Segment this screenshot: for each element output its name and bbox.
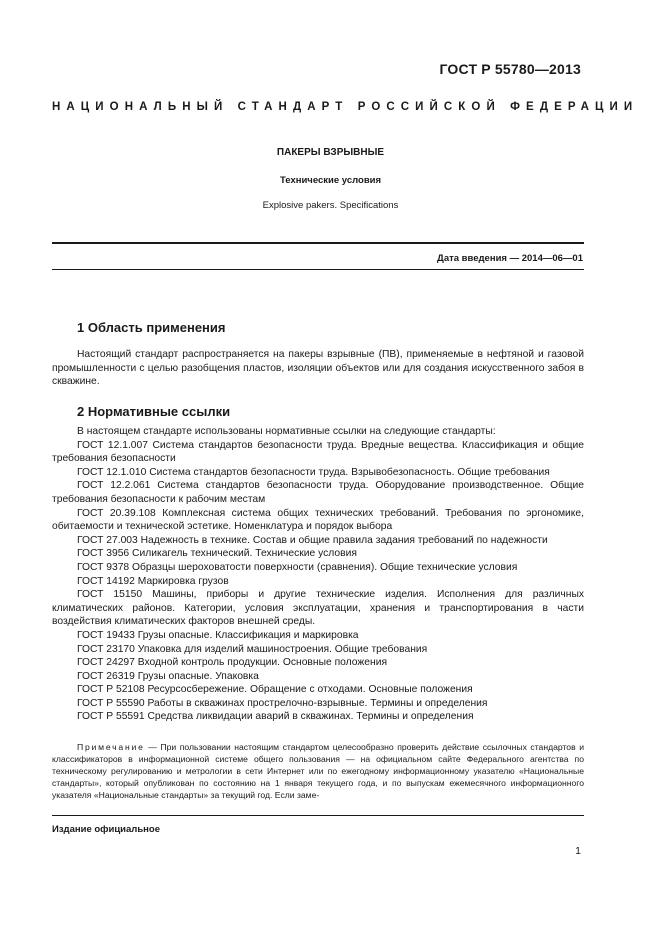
note-text: — При пользовании настоящим стандартом целесообразно проверить действие ссылочных стандартов и классификаторов в информационной системе общего пользования — на официальном сайте Федерального агентства по техническому регулированию и метрологии в сети Интернет или по ежегодному информационному указателю «Национальные стандарты», который опубликован по состоянию на 1 января текущего года, и по выпускам ежемесячного информационного указателя «Национальные стандарты» за текущий год. Если заме-: [52, 742, 584, 800]
reference-item: В настоящем стандарте использованы нормативные ссылки на следующие стандарты:: [77, 426, 496, 437]
reference-item: ГОСТ 20.39.108 Комплексная система общих технических требований. Требования по эргономике, обитаемости и технической эстетике. Номенклатура и порядок выбора: [52, 507, 584, 533]
reference-item: ГОСТ 27.003 Надежность в технике. Состав и общие правила задания требований по надежности: [77, 534, 548, 546]
section-2-heading: 2 Нормативные ссылки: [77, 404, 231, 419]
reference-item: ГОСТ 14192 Маркировка грузов: [77, 575, 229, 587]
standard-code: ГОСТ Р 55780—2013: [439, 61, 581, 77]
reference-item: ГОСТ 9378 Образцы шероховатости поверхности (сравнения). Общие технические условия: [77, 561, 518, 573]
reference-item: ГОСТ 3956 Силикагель технический. Технические условия: [77, 548, 357, 560]
normative-references-list: [52, 425, 584, 724]
note-block: [52, 741, 584, 801]
introduction-date: Дата введения — 2014—06—01: [437, 253, 583, 264]
reference-item: ГОСТ 12.2.061 Система стандартов безопасности труда. Оборудование производственное. Общие требования безопасности к рабочим местам: [52, 480, 584, 505]
title-divider-bottom: [52, 269, 584, 270]
footer-divider: [52, 815, 584, 816]
reference-item: ГОСТ 26319 Грузы опасные. Упаковка: [77, 670, 259, 682]
section-1-paragraph: Настоящий стандарт распространяется на пакеры взрывные (ПВ), применяемые в нефтяной и газовой промышленности с целью разобщения пластов, изоляции объектов или для создания искусственного забоя в скважине.: [52, 349, 584, 388]
reference-item: ГОСТ 19433 Грузы опасные. Классификация и маркировка: [77, 629, 359, 641]
reference-item: ГОСТ 12.1.010 Система стандартов безопасности труда. Взрывобезопасность. Общие требования: [77, 466, 550, 478]
reference-item: ГОСТ 15150 Машины, приборы и другие технические изделия. Исполнения для различных климатических районов. Категории, условия эксплуатации, хранения и транспортирования в части воздействия климатических факторов внешней среды.: [52, 589, 584, 628]
section-1-heading: 1 Область применения: [77, 320, 226, 335]
note-paragraph: [52, 741, 584, 801]
national-standard-banner: НАЦИОНАЛЬНЫЙ СТАНДАРТ РОССИЙСКОЙ ФЕДЕРАЦИИ: [52, 101, 639, 113]
title-divider-top: [52, 242, 584, 244]
document-title-english: Explosive pakers. Specifications: [262, 200, 399, 211]
reference-item: ГОСТ Р 55590 Работы в скважинах прострелочно-взрывные. Термины и определения: [77, 697, 488, 709]
note-label: Примечание: [77, 742, 145, 752]
document-subtitle: Технические условия: [279, 175, 382, 186]
document-title: ПАКЕРЫ ВЗРЫВНЫЕ: [276, 147, 385, 158]
reference-item: ГОСТ 12.1.007 Система стандартов безопасности труда. Вредные вещества. Классификация и общие требования безопасности: [52, 439, 584, 465]
section-1-body: [52, 348, 584, 389]
reference-item: ГОСТ Р 55591 Средства ликвидации аварий в скважинах. Термины и определения: [77, 711, 474, 723]
reference-item: ГОСТ Р 52108 Ресурсосбережение. Обращение с отходами. Основные положения: [77, 684, 473, 696]
page-number: 1: [575, 845, 581, 857]
edition-label: Издание официальное: [52, 824, 160, 835]
reference-item: ГОСТ 23170 Упаковка для изделий машиностроения. Общие требования: [77, 643, 428, 655]
reference-item: ГОСТ 24297 Входной контроль продукции. Основные положения: [77, 657, 388, 669]
